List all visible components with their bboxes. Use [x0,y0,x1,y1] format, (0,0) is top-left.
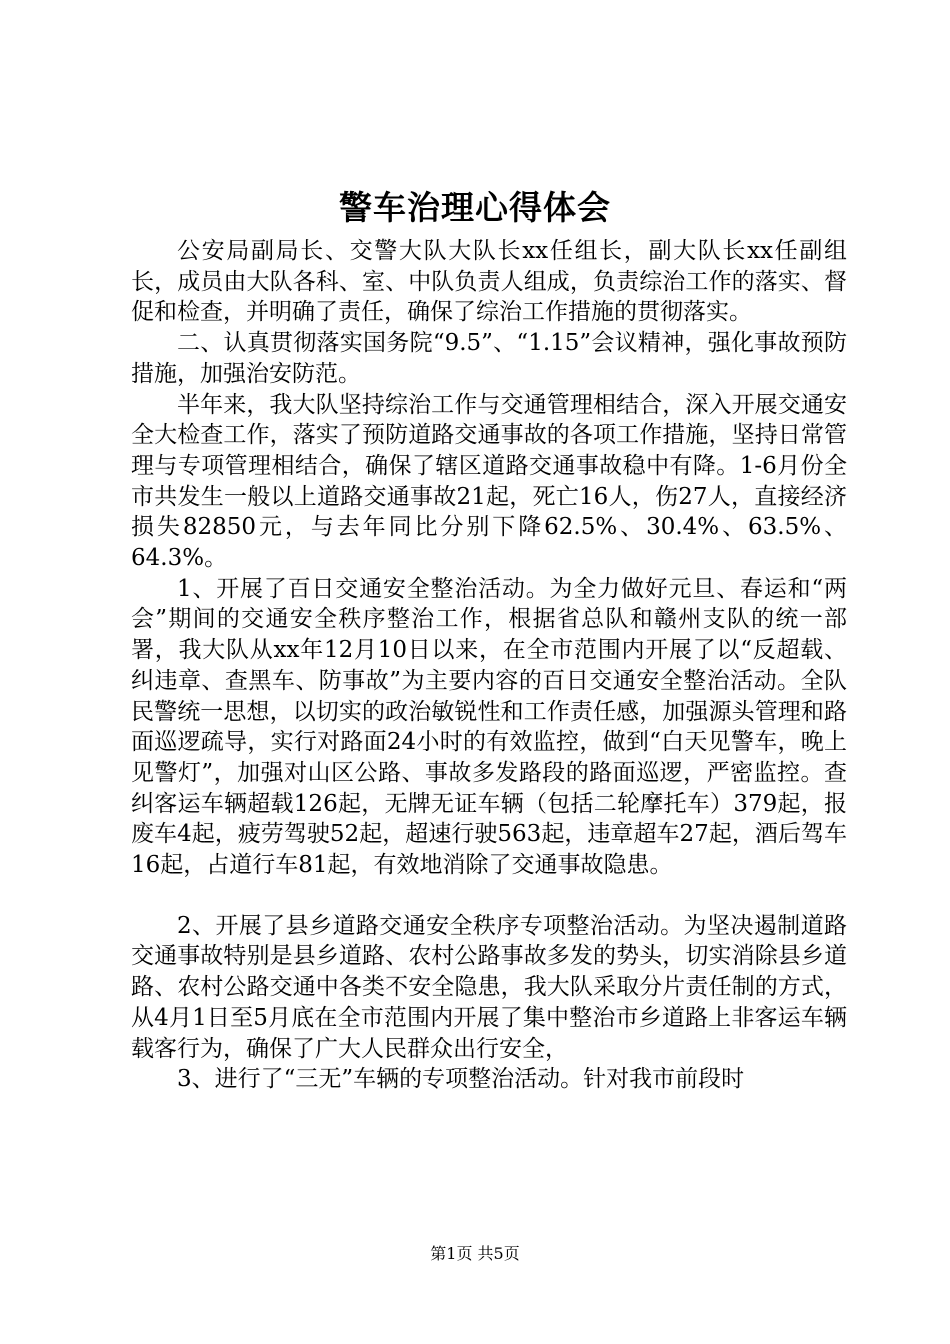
paragraph: 二、认真贯彻落实国务院“9.5”、“1.15”会议精神，强化事故预防措施，加强治安防范。 [131,330,847,387]
document-title: 警车治理心得体会 [339,188,611,227]
paragraph: 2、开展了县乡道路交通安全秩序专项整治活动。为坚决遏制道路交通事故特别是县乡道路、农村公路事故多发的势头，切实消除县乡道路、农村公路交通中各类不安全隐患，我大队采取分片责任制的方式，从4月1日至5月底在全市范围内开展了集中整治市乡道路上非客运车辆载客行为，确保了广大人民群众出行安全， [131,912,847,1062]
page-number-footer: 第1页 共5页 [430,1244,520,1263]
paragraph: 3、进行了“三无”车辆的专项整治活动。针对我市前段时 [177,1066,745,1093]
paragraph: 1、开展了百日交通安全整治活动。为全力做好元旦、春运和“两会”期间的交通安全秩序整治工作，根据省总队和赣州支队的统一部署，我大队从xx年12月10日以来，在全市范围内开展了以“反超载、纠违章、查黑车、防事故”为主要内容的百日交通安全整治活动。全队民警统一思想，以切实的政治敏锐性和工作责任感，加强源头管理和路面巡逻疏导，实行对路面24小时的有效监控，做到“白天见警车，晚上见警灯”，加强对山区公路、事故多发路段的路面巡逻，严密监控。查纠客运车辆超载126起，无牌无证车辆（包括二轮摩托车）379起，报废车4起，疲劳驾驶52起，超速行驶563起，违章超车27起，酒后驾车16起，占道行车81起，有效地消除了交通事故隐患。 [131,575,847,879]
paragraph: 公安局副局长、交警大队大队长xx任组长，副大队长xx任副组长，成员由大队各科、室、中队负责人组成，负责综治工作的落实、督促和检查，并明确了责任，确保了综治工作措施的贯彻落实。 [131,238,847,326]
document-body [131,236,847,1095]
paragraph: 半年来，我大队坚持综治工作与交通管理相结合，深入开展交通安全大检查工作，落实了预防道路交通事故的各项工作措施，坚持日常管理与专项管理相结合，确保了辖区道路交通事故稳中有降。1-6月份全市共发生一般以上道路交通事故21起，死亡16人，伤27人，直接经济损失82850元，与去年同比分别下降62.5%、30.4%、63.5%、64.3%。 [131,391,847,572]
